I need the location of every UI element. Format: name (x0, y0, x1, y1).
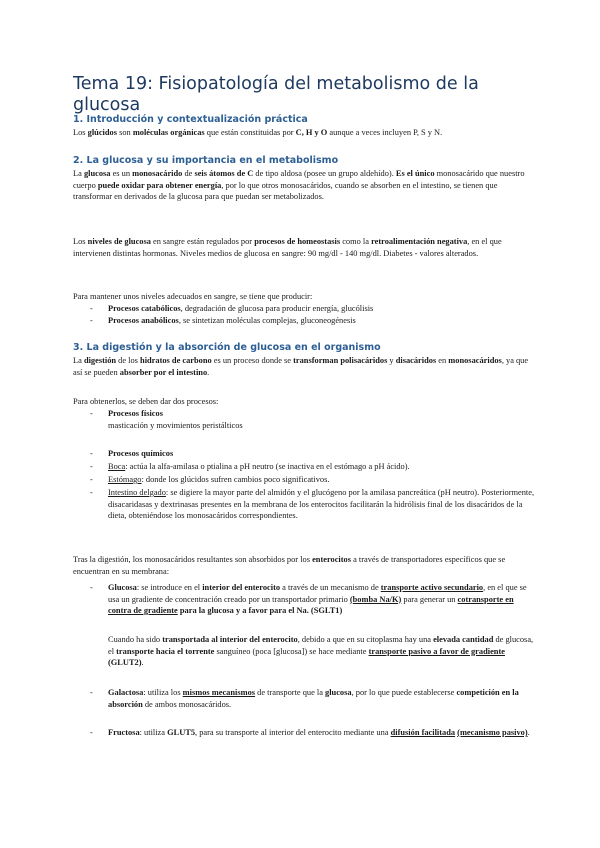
list-item: - Procesos anabólicos, se sintetizan moléculas complejas, gluconeogénesis (90, 316, 356, 325)
list-item-estomago: - Estómago: donde los glúcidos sufren cambios poco significativos. (90, 475, 330, 484)
section-2-paragraph-2: Los niveles de glucosa en sangre están regulados por procesos de homeostasis como la retroalimentación negativa, en el que intervienen distintas hormonas. Niveles medios de glucosa en sangre: 90 mg/dl - 140 mg/dl. Diabetes - valores alterados. (73, 237, 502, 258)
section-2-heading: 2. La glucosa y su importancia en el metabolismo (73, 155, 339, 166)
list-item-intestino-delgado: - Intestino delgado: se digiere la mayor parte del almidón y el glucógeno por la amilasa pancreática (pH neutro). Posteriormente, disacaridasas y dextrinasas presentes en la membrana de los enterocitos facilitarán la hidrólisis final de los disacáridos de la dieta, obteniéndose los monosacáridos correspondientes. (90, 488, 535, 520)
section-1-heading: 1. Introducción y contextualización práctica (73, 114, 308, 125)
section-2-paragraph-3: Para mantener unos niveles adecuados en sangre, se tiene que producir: (73, 292, 313, 301)
list-item-procesos-fisicos: - Procesos físicos masticación y movimientos peristálticos (90, 409, 243, 430)
list-item-fructosa: - Fructosa: utiliza GLUT5, para su transporte al interior del enterocito mediante una difusión facilitada (mecanismo pasivo). (90, 728, 530, 737)
list-item-procesos-quimicos: - Procesos químicos (90, 449, 174, 458)
list-item-boca: - Boca: actúa la alfa-amilasa o ptialina a pH neutro (se inactiva en el estómago a pH ácido). (90, 462, 410, 471)
glucosa-continuation: Cuando ha sido transportada al interior del enterocito, debido a que en su citoplasma hay una elevada cantidad de glucosa, el transporte hacia el torrente sanguíneo (poca [glucosa]) se hace mediante transporte pasivo a favor de gradiente (GLUT2). (108, 635, 534, 667)
section-3-paragraph-1: La digestión de los hidratos de carbono es un proceso donde se transforman polisacáridos y disacáridos en monosacáridos, ya que así se pueden absorber por el intestino. (73, 356, 529, 377)
list-item-galactosa: - Galactosa: utiliza los mismos mecanismos de transporte que la glucosa, por lo que puede establecerse competición en la absorción de ambos monosacáridos. (90, 688, 519, 709)
section-1-paragraph: Los glúcidos son moléculas orgánicas que están constituidas por C, H y O aunque a veces incluyen P, S y N. (73, 128, 443, 137)
list-item: - Procesos catabólicos, degradación de glucosa para producir energía, glucólisis (90, 304, 374, 313)
list-item-glucosa: - Glucosa: se introduce en el interior del enterocito a través de un mecanismo de transporte activo secundario, en el que se usa un gradiente de concentración creado por un transportador primario (bomba Na/K) para generar un cotransporte en contra de gradiente para la glucosa y a favor para el Na. (SGLT1) (90, 583, 527, 615)
section-3-heading: 3. La digestión y la absorción de glucosa en el organismo (73, 342, 381, 353)
page-title: Tema 19: Fisiopatología del metabolismo de la glucosa (73, 74, 479, 115)
section-2-paragraph-1: La glucosa es un monosacárido de seis átomos de C de tipo aldosa (posee un grupo aldehído). Es el único monosacárido que nuestro cuerpo puede oxidar para obtener energía, por lo que otros monosacáridos, cuando se absorben en el intestino, se tienen que transformar en derivados de la glucosa para que puedan ser metabolizados. (73, 169, 525, 201)
section-3-paragraph-3: Tras la digestión, los monosacáridos resultantes son absorbidos por los enterocitos a través de transportadores específicos que se encuentran en su membrana: (73, 555, 506, 576)
section-3-paragraph-2: Para obtenerlos, se deben dar dos procesos: (73, 397, 219, 406)
